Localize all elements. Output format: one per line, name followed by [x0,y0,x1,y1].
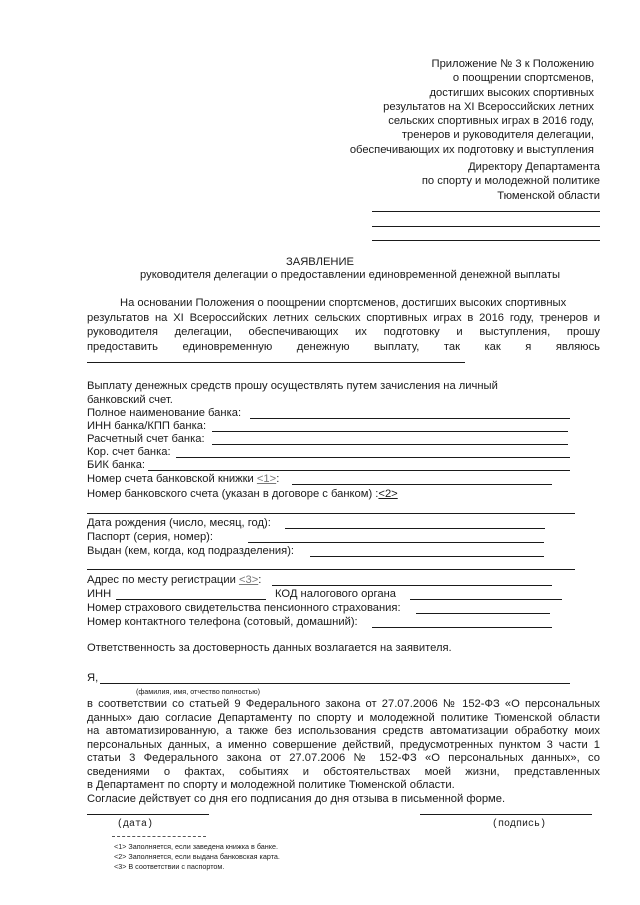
passport-input[interactable] [248,542,544,543]
phone-field [87,616,358,629]
phone-input[interactable] [372,627,552,628]
snils-field [87,602,401,615]
bank-name-field [87,407,241,420]
birth-date-field [87,517,271,530]
corr-account-label: Кор. счет банка: [87,446,171,458]
document-title: ЗАЯВЛЕНИЕ [285,256,355,268]
full-name-hint: (фамилия, имя, отчество полностью) [136,687,260,696]
issued-by-input-continued[interactable] [87,569,575,570]
intro-line: предоставить единовременную денежную выплату, так как я являюсь [87,340,600,353]
footnote-divider [112,836,206,837]
addressee-blank-line[interactable] [372,211,600,212]
corr-account-field [87,446,171,459]
payment-intro [87,380,498,407]
passport-field [87,531,213,544]
appendix-block [350,57,594,157]
date-input[interactable] [87,814,209,815]
issued-by-label: Выдан (кем, когда, код подразделения): [87,545,295,557]
passbook-label: Номер счета банковской книжки [87,473,254,485]
addressee-blank-line[interactable] [372,226,600,227]
consent-paragraph [87,698,600,806]
intro-line: руководителя делегации, обеспечивающих их подготовку и выступления, прошу [87,326,600,338]
appendix-line: Приложение № 3 к Положению [431,58,594,70]
tax-code-input[interactable] [410,599,562,600]
account-label: Номер банковского счета (указан в договоре с банком) : [87,488,379,500]
issued-by-input[interactable] [310,556,544,557]
appendix-line: достигших высоких спортивных [429,86,594,99]
inn-field [87,588,111,601]
appendix-line: о поощрении спортсменов, [452,72,594,85]
consent-line: статьи 3 Федерального закона от 27.07.2006 № 152-ФЗ «О персональных данных», со [87,752,600,764]
bank-name-input[interactable] [250,418,570,419]
consent-i-label: Я, [87,672,99,684]
addressee-line: по спорту и молодежной политике [421,175,600,188]
passbook-field: Номер счета банковской книжки <1>: [87,473,280,485]
footnote-ref-1: <1> [256,473,277,485]
address-field: Адрес по месту регистрации <3>: [87,574,262,586]
account-field [87,488,398,501]
account-input[interactable] [87,513,575,514]
footnote-item: <1> Заполняется, если заведена книжка в банке. [114,842,278,851]
addressee-blank-line[interactable] [372,240,600,241]
appendix-line: обеспечивающих их подготовку и выступления [349,143,594,156]
bik-input[interactable] [148,470,570,471]
signature-label: (подпись) [492,819,547,830]
bank-name-label: Полное наименование банка: [87,407,242,419]
intro-line: На основании Положения о поощрении спортсменов, достигших высоких спортивных [120,297,567,309]
addressee-line: Директору Департамента [468,161,600,173]
document-subtitle: руководителя делегации о предоставлении единовременной денежной выплаты [140,269,560,281]
consent-line: персональных данных, а именно совершение действий, предусмотренных пунктом 3 части 1 [87,738,600,751]
consent-line: в Департамент по спорту и молодежной политике Тюменской области. [87,779,455,791]
footnote-item: <3> В соответствии с паспортом. [114,862,225,871]
settlement-account-label: Расчетный счет банка: [87,433,205,445]
consent-line: на автоматизированную, а также без использования средств автоматизации обработку моих [87,725,600,737]
bank-inn-label: ИНН банка/КПП банка: [87,420,207,432]
issued-by-field [87,545,294,558]
address-label: Адрес по месту регистрации [87,574,236,586]
payment-intro-line: Выплату денежных средств прошу осуществлять путем зачисления на личный [87,380,498,392]
passbook-input[interactable] [292,484,552,485]
corr-account-input[interactable] [176,457,570,458]
snils-input[interactable] [416,613,550,614]
appendix-line: результатов на XI Всероссийских летних [383,100,594,113]
appendix-line: тренеров и руководителя делегации, [401,129,594,142]
birth-date-input[interactable] [285,528,545,529]
bank-inn-input[interactable] [212,431,568,432]
inn-input[interactable] [116,599,266,600]
responsibility-note: Ответственность за достоверность данных возлагается на заявителя. [87,642,452,654]
passport-label: Паспорт (серия, номер): [87,531,214,543]
phone-label: Номер контактного телефона (сотовый, домашний): [87,616,358,628]
footnote-item: <2> Заполняется, если выдана банковская карта. [114,852,280,861]
bik-field [87,459,145,472]
consent-line: в соответствии со статьей 9 Федерального закона от 27.07.2006 № 152-ФЗ «О персональных [87,698,600,710]
footnote-ref-2: <2> [378,488,398,500]
full-name-input[interactable] [100,683,570,684]
tax-code-label: КОД налогового органа [275,588,396,600]
footnotes [114,842,280,872]
consent-line: данных» даю согласие Департаменту по спорту и молодежной политике Тюменской области [87,711,600,724]
birth-date-label: Дата рождения (число, месяц, год): [87,517,271,529]
bank-inn-field [87,420,206,433]
consent-validity: Согласие действует со дня его подписания до дня отзыва в письменной форме. [87,792,506,805]
addressee-block [422,160,600,203]
signature-input[interactable] [420,814,592,815]
intro-paragraph [87,296,600,354]
date-label: (дата) [117,819,154,830]
bik-label: БИК банка: [87,459,146,471]
inn-label: ИНН [87,588,112,600]
address-input[interactable] [272,585,552,586]
payment-intro-line: банковский счет. [87,393,173,406]
intro-line: результатов на XI Всероссийских летних сельских спортивных играх в 2016 году, тренеров и [87,311,600,324]
settlement-account-field [87,433,205,446]
status-blank-line[interactable] [87,362,465,363]
footnote-ref-3: <3> [238,574,259,586]
snils-label: Номер страхового свидетельства пенсионного страхования: [87,602,401,614]
appendix-line: сельских спортивных играх в 2016 году, [388,115,594,128]
settlement-account-input[interactable] [212,444,568,445]
addressee-line: Тюменской области [497,189,600,202]
consent-line: сведениями о фактах, событиях и обстоятельствах моей жизни, представленных [87,765,600,778]
